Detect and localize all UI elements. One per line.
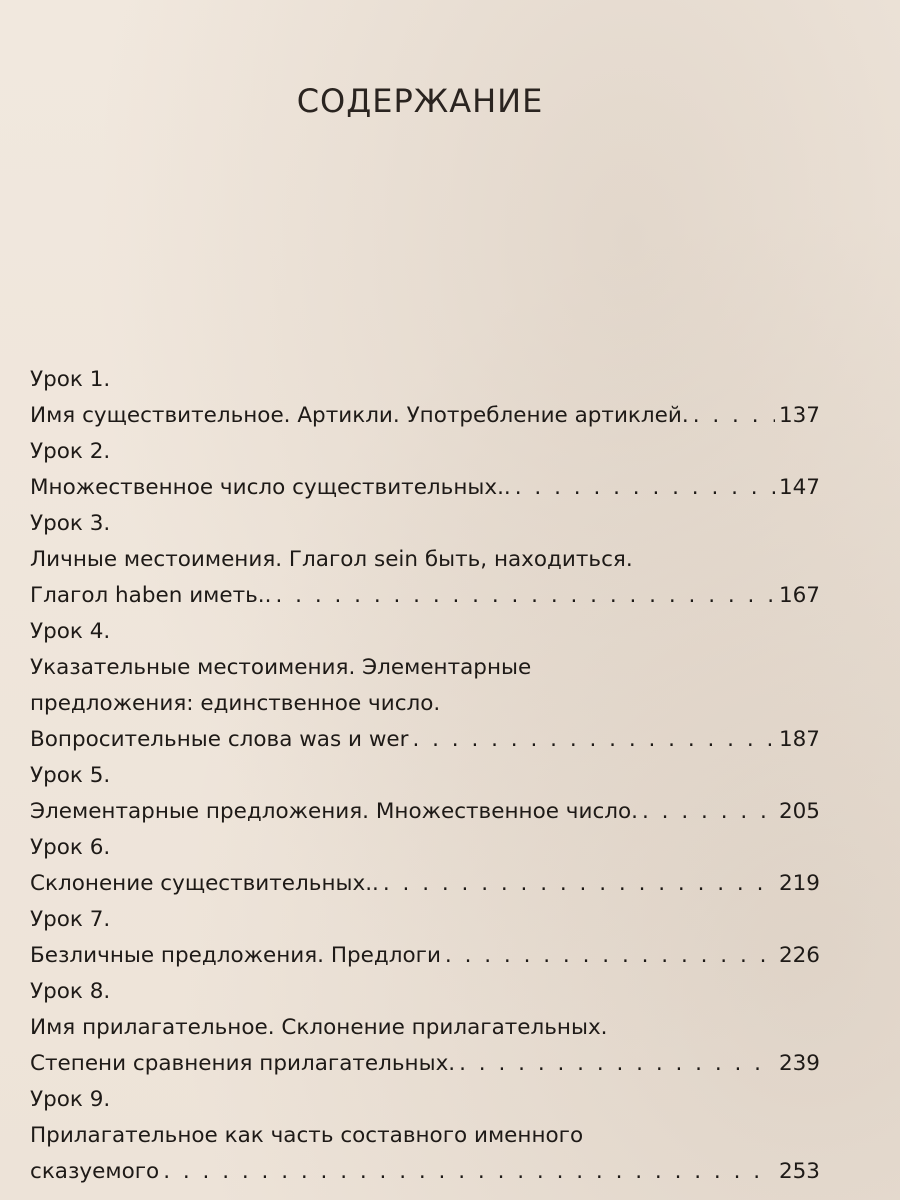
toc-entry-text: Склонение существительных.. — [30, 871, 379, 896]
toc-entry-text: Безличные предложения. Предлоги — [30, 943, 441, 968]
toc-entry — [30, 902, 820, 938]
toc-page-number: 239 — [778, 1051, 820, 1076]
toc-entry-text: Урок 5. — [30, 763, 111, 788]
toc-entry-text: предложения: единственное число. — [30, 691, 441, 716]
toc-entry — [30, 1010, 820, 1046]
toc-entry — [30, 938, 820, 974]
toc-entry — [30, 542, 820, 578]
toc-entry-text: Урок 2. — [30, 439, 111, 464]
toc-page-number: 137 — [778, 403, 820, 428]
toc-page-number: 219 — [778, 871, 820, 896]
toc-page-number: 253 — [778, 1159, 820, 1184]
toc-entry — [30, 758, 820, 794]
page-title: СОДЕРЖАНИЕ — [296, 82, 544, 120]
toc-page-number: 167 — [778, 583, 820, 608]
toc-entry — [30, 1118, 820, 1154]
leader-dots — [412, 722, 774, 758]
toc-page-number: 226 — [778, 943, 820, 968]
toc-entry — [30, 506, 820, 542]
toc-entry-text: Указательные местоимения. Элементарные — [30, 655, 532, 680]
leader-dots — [642, 794, 775, 830]
toc-entry — [30, 830, 820, 866]
toc-page-number: 205 — [778, 799, 820, 824]
toc-entry — [30, 434, 820, 470]
toc-entry-text: Урок 6. — [30, 835, 111, 860]
toc-entry-text: Множественное число существительных.. — [30, 475, 511, 500]
toc-entry — [30, 1046, 820, 1082]
toc-entry — [30, 1082, 820, 1118]
leader-dots — [163, 1154, 775, 1190]
toc-entry-text: Вопросительные слова was и wer — [30, 727, 409, 752]
toc-entry-text: Степени сравнения прилагательных. — [30, 1051, 456, 1076]
toc-entry — [30, 470, 820, 506]
leader-dots — [515, 470, 775, 506]
leader-dots — [459, 1046, 775, 1082]
toc-entry-text: Урок 1. — [30, 367, 111, 392]
toc-entry-text: Урок 9. — [30, 1087, 111, 1112]
toc-entry-text: сказуемого — [30, 1159, 160, 1184]
toc-entry — [30, 578, 820, 614]
toc-entry-text: Урок 4. — [30, 619, 111, 644]
toc-entry — [30, 974, 820, 1010]
toc-entry-text: Личные местоимения. Глагол sein быть, находиться. — [30, 547, 633, 572]
toc-entry — [30, 650, 820, 686]
leader-dots — [275, 578, 774, 614]
toc-entry — [30, 794, 820, 830]
leader-dots — [445, 938, 775, 974]
toc-entry-text: Элементарные предложения. Множественное число. — [30, 799, 639, 824]
toc-entry-text: Глагол haben иметь.. — [30, 583, 272, 608]
toc-entry — [30, 1154, 820, 1190]
leader-dots — [693, 398, 775, 434]
toc-entry-text: Имя существительное. Артикли. Употребление артиклей. — [30, 403, 689, 428]
leader-dots — [383, 866, 775, 902]
table-of-contents — [30, 362, 820, 1190]
toc-entry — [30, 362, 820, 398]
toc-entry-text: Урок 3. — [30, 511, 111, 536]
toc-entry-text: Урок 8. — [30, 979, 111, 1004]
toc-entry-text: Имя прилагательное. Склонение прилагательных. — [30, 1015, 608, 1040]
toc-entry — [30, 866, 820, 902]
toc-entry — [30, 686, 820, 722]
toc-entry — [30, 614, 820, 650]
toc-page-number: 147 — [778, 475, 820, 500]
toc-entry — [30, 722, 820, 758]
toc-entry-text: Прилагательное как часть составного именного — [30, 1123, 584, 1148]
toc-page-number: 187 — [778, 727, 820, 752]
toc-entry-text: Урок 7. — [30, 907, 111, 932]
toc-entry — [30, 398, 820, 434]
